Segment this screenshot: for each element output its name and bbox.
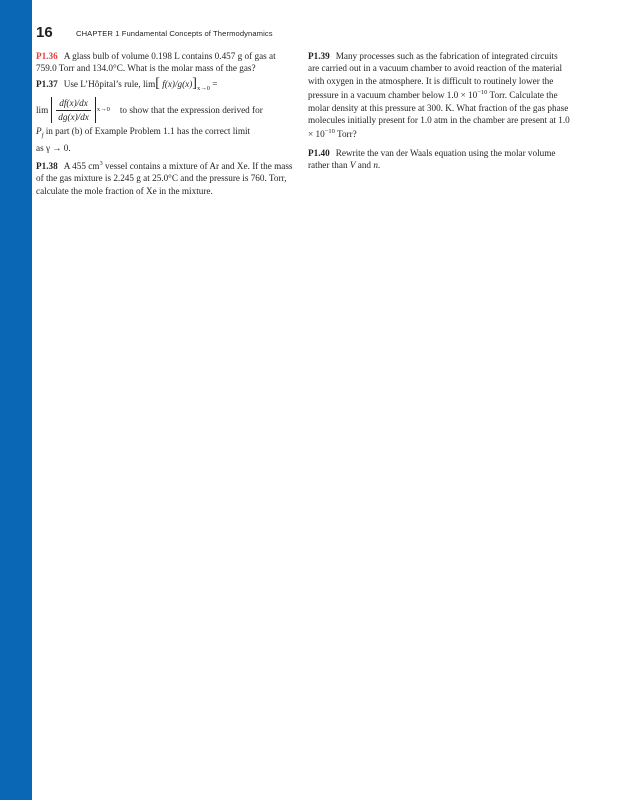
fraction-denominator: dg(x)/dx (58, 111, 89, 122)
moles-symbol: n (373, 160, 378, 171)
pressure-subscript: f (41, 132, 44, 140)
ratio-expression: f(x)/g(x) (162, 78, 193, 89)
problem-text: and (355, 160, 374, 171)
problem-text: Torr? (334, 129, 357, 140)
problem-text: A 455 cm (63, 160, 100, 171)
problem-number: P1.37 (36, 78, 58, 89)
problem-text: in part (b) of Example Problem 1.1 has the correct limit (45, 126, 251, 137)
problem-1-37: P1.37 Use L’Hôpital’s rule, lim[ $f(x)/g(x)]_{x\to 0}$ = lim $\frac{df(x)/dx}{dg(x)/dx}$ x→0 to show that the expression derived for $P_f$ in part (b) of Example Problem 1.1 has the correct limit as γ → 0. (36, 78, 298, 155)
page-number: 16 (36, 24, 53, 41)
problem-1-36 (36, 50, 298, 75)
problem-number: P1.36 (36, 51, 58, 61)
problem-text: as γ → 0. (36, 143, 71, 154)
right-column (308, 50, 570, 175)
superscript: −10 (477, 89, 488, 97)
problem-number: P1.40 (308, 147, 330, 158)
derivative-fraction (51, 97, 96, 123)
problem-number: P1.39 (308, 51, 330, 61)
pressure-symbol: P (36, 126, 42, 137)
page-header (36, 24, 596, 44)
problem-intro: Use L’Hôpital’s rule, lim (63, 78, 156, 89)
equals-sign: = (212, 78, 218, 89)
fraction-numerator: df(x)/dx (56, 97, 91, 110)
limit-subscript: x→0 (96, 105, 110, 113)
running-head: CHAPTER 1 Fundamental Concepts of Thermodynamics (76, 29, 273, 38)
limit-operator: lim (36, 104, 49, 115)
superscript: 3 (99, 159, 103, 167)
problem-number: P1.38 (36, 160, 58, 171)
superscript: −10 (324, 128, 335, 136)
problem-1-40 (308, 147, 570, 172)
problem-text: Torr. Calculate the molar density at this pressure at 300. K. What fraction of the gas phase molecules initially present for 1.0 atm in the chamber are present at 1.0 × 10 (308, 90, 570, 140)
problem-text: vessel contains a mixture of Ar and Xe. If the mass of the gas mixture is 2.245 g at 25.0°C and the pressure is 760. Torr, calculate the mole fraction of Xe in the mixture. (36, 160, 293, 196)
problem-text: Many processes such as the fabrication of integrated circuits are carried out in a vacuum chamber to avoid reaction of the material with oxygen in the atmosphere. It is difficult to routinely lower the pressure in a vacuum chamber below 1.0 × 10 (308, 51, 563, 101)
left-column (36, 50, 298, 200)
problem-text: A glass bulb of volume 0.198 L contains 0.457 g of gas at 759.0 Torr and 134.0°C. What is the molar mass of the gas? (36, 51, 276, 74)
page-edge-bar (0, 0, 32, 800)
problem-text: . (377, 160, 381, 171)
limit-subscript: x→0 (196, 84, 210, 92)
problem-1-39 (308, 50, 570, 141)
problem-1-38 (36, 158, 298, 197)
problem-text: to show that the expression derived for (119, 104, 263, 115)
problem-text: Rewrite the van der Waals equation using the molar volume rather than (308, 147, 556, 171)
volume-symbol: V (349, 160, 356, 171)
